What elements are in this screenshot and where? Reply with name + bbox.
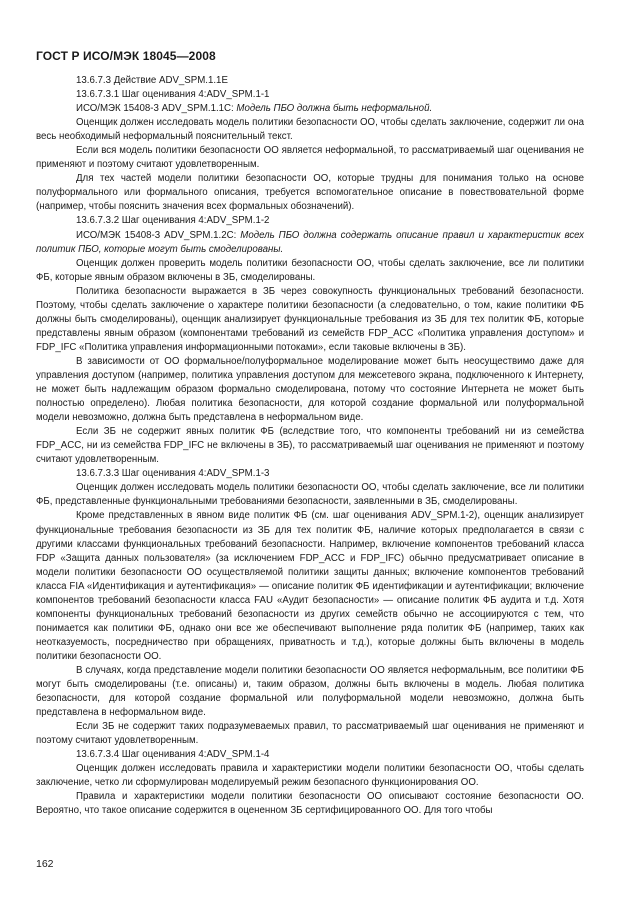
paragraph: ИСО/МЭК 15408-3 ADV_SPM.1.1С: Модель ПБО должна быть неформальной. — [76, 103, 433, 115]
paragraph: 13.6.7.3.1 Шаг оценивания 4:ADV_SPM.1-1 — [76, 89, 270, 101]
paragraph: ИСО/МЭК 15408-3 ADV_SPM.1.2С: Модель ПБО должна содержать описание правил и характеристик всех политик ПБО, которые могут быть смоделированы. — [36, 229, 584, 255]
page-number: 162 — [36, 858, 54, 870]
paragraph: Оценщик должен исследовать правила и характеристики модели политики безопасности ОО, чтобы сделать заключение, четко ли сформулирован моделируемый режим безопасного функционирования ОО. — [36, 763, 584, 789]
page-header: ГОСТ Р ИСО/МЭК 18045—2008 — [36, 49, 216, 63]
paragraph: 13.6.7.3 Действие ADV_SPM.1.1E — [76, 75, 228, 86]
paragraph: Оценщик должен исследовать модель политики безопасности ОО, чтобы сделать заключение, содержит ли она весь необходимый неформальный пояснительный текст. — [36, 117, 584, 143]
paragraph: Если ЗБ не содержит таких подразумеваемых правил, то рассматриваемый шаг оценивания не применяют и поэтому считают удовлетворенным. — [36, 721, 584, 747]
paragraph: Политика безопасности выражается в ЗБ через совокупность функциональных требований безопасности. Поэтому, чтобы сделать заключение о характере политики безопасности (а следовательно, о том, какие политики ФБ должны быть смоделированы), оценщик анализирует функциональные требования из ЗБ для тех политик ФБ, которые представлены явным образом (компонентами требований из семейств FDP_ACC «Политика управления доступом» и FDP_IFC «Политика управления информационными потоками», если таковые включены в ЗБ). — [36, 285, 584, 353]
document-body — [36, 74, 584, 818]
paragraph: 13.6.7.3.4 Шаг оценивания 4:ADV_SPM.1-4 — [76, 749, 270, 761]
paragraph: 13.6.7.3.2 Шаг оценивания 4:ADV_SPM.1-2 — [76, 215, 270, 227]
paragraph: Если вся модель политики безопасности ОО является неформальной, то рассматриваемый шаг оценивания не применяют и поэтому считают удовлетворенным. — [36, 145, 584, 171]
paragraph: В случаях, когда представление модели политики безопасности ОО является неформальным, все политики ФБ могут быть смоделированы (т.е. описаны) и, таким образом, должны быть включены в модель. Любая политика безопасности, для которой создание формальной или полуформальной модели невозможно, должна быть представлена в неформальном виде. — [36, 664, 584, 719]
paragraph: Оценщик должен исследовать модель политики безопасности ОО, чтобы сделать заключение, все ли политики ФБ, представленные функциональными требованиями безопасности, заявленными в ЗБ, смоделированы. — [36, 482, 584, 508]
paragraph: Для тех частей модели политики безопасности ОО, которые трудны для понимания только на основе полуформального или формального описания, требуется вспомогательное описание в повествовательной форме (например, чтобы пояснить значения всех формальных обозначений). — [36, 173, 584, 213]
paragraph: Оценщик должен проверить модель политики безопасности ОО, чтобы сделать заключение, все ли политики ФБ, которые явным образом включены в ЗБ, смоделированы. — [36, 257, 584, 283]
paragraph: 13.6.7.3.3 Шаг оценивания 4:ADV_SPM.1-3 — [76, 468, 270, 480]
paragraph: Если ЗБ не содержит явных политик ФБ (вследствие того, что компоненты требований ни из семейства FDP_ACC, ни из семейства FDP_IFC не включены в ЗБ), то рассматриваемый шаг оценивания не применяют и поэтому считают удовлетворенным. — [36, 426, 584, 466]
paragraph: В зависимости от ОО формальное/полуформальное моделирование может быть неосуществимо даже для управления доступом (например, политика управления доступом для межсетевого экрана, подключенного к Интернету, не может быть надлежащим образом формально смоделирована, потому что состояние Интернета не может быть полностью определено). Любая политика безопасности, для которой создание формальной или полуформальной модели невозможно, должна быть представлена в неформальном виде. — [36, 355, 584, 424]
paragraph: Правила и характеристики модели политики безопасности ОО описывают состояние безопасности ОО. Вероятно, что такое описание содержится в оцененном ЗБ сертифицированного ОО. Для того чтобы — [36, 791, 584, 817]
paragraph: Кроме представленных в явном виде политик ФБ (см. шаг оценивания ADV_SPM.1-2), оценщик анализирует функциональные требования безопасности из ЗБ для тех политик ФБ, наличие которых предполагается в связи с другими классами функциональных требований безопасности. Например, включение компонентов требований класса FDP «Защита данных пользователя» (за исключением FDP_ACC и FDP_IFC) обычно предусматривает описание в модели политики безопасности ОО осуществляемой политики защиты данных; включение компонентов требований класса FIA «Идентификация и аутентификация» — описание политик ФБ идентификации и аутентификации; включение компонентов требований безопасности класса FAU «Аудит безопасности» — описание политик ФБ аудита и т.д. Хотя компоненты функциональных требований безопасности из других семейств обычно не ассоциируются с тем, что понимается как политики ФБ, однако они все же обеспечивают выполнение ряда политик ФБ (например, таких как неотказуемость, посредничество при обращениях, приватность и т.д.), которые должны быть включены в модель политики безопасности ОО. — [36, 510, 584, 662]
